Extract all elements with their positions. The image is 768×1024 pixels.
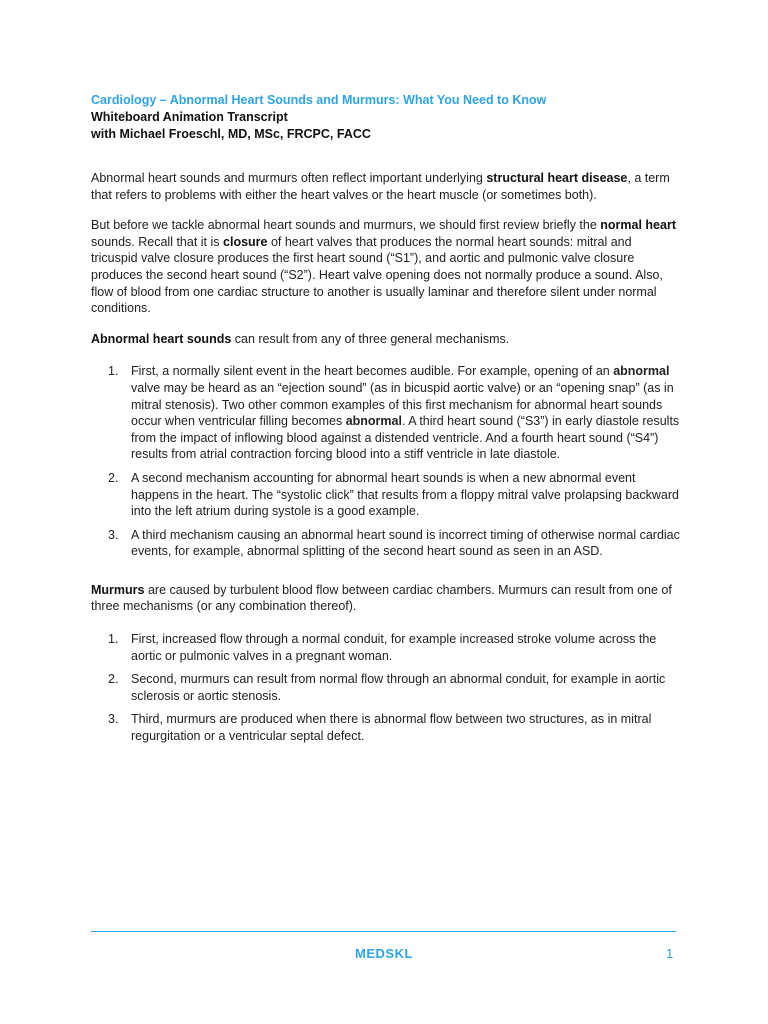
document-author: with Michael Froeschl, MD, MSc, FRCPC, FACC xyxy=(91,127,371,141)
paragraph-normal-sounds: But before we tackle abnormal heart sounds and murmurs, we should first review briefly the normal heart sounds. Recall that it is closure of heart valves that produces the normal heart sounds: mitral and tricuspid valve closure produces the first heart sound (“S1”), and aortic and pulmonic valve closure produces the second heart sound (“S2”). Heart valve opening does not normally produce a sound. Also, flow of blood from one cardiac structure to another is usually laminar and therefore silent under normal conditions. xyxy=(91,218,676,316)
abnormal-sounds-list xyxy=(91,363,681,560)
page-number: 1 xyxy=(666,946,674,961)
murmurs-list xyxy=(91,631,681,745)
document-page xyxy=(91,92,681,752)
document-subtitle: Whiteboard Animation Transcript xyxy=(91,110,288,124)
paragraph-abnormal-sounds: Abnormal heart sounds can result from any of three general mechanisms. xyxy=(91,331,510,346)
list-item: 2. A second mechanism accounting for abnormal heart sounds is when a new abnormal event happens in the heart. The “systolic click” that results from a floppy mitral valve prolapsing backward into the left atrium during systole is a good example. xyxy=(108,470,679,519)
paragraph-murmurs: Murmurs are caused by turbulent blood flow between cardiac chambers. Murmurs can result from one of three mechanisms (or any combination thereof). xyxy=(91,582,672,614)
paragraph-intro: Abnormal heart sounds and murmurs often reflect important underlying structural heart disease, a term that refers to problems with either the heart valves or the heart muscle (or sometimes both). xyxy=(91,171,670,202)
footer-brand: MEDSKL xyxy=(355,946,413,961)
list-item: 2. Second, murmurs can result from normal flow through an abnormal conduit, for example in aortic sclerosis or aortic stenosis. xyxy=(108,672,666,703)
list-item: 3. Third, murmurs are produced when there is abnormal flow between two structures, as in mitral regurgitation or a ventricular septal defect. xyxy=(108,712,652,744)
document-title: Cardiology – Abnormal Heart Sounds and Murmurs: What You Need to Know xyxy=(91,93,547,107)
footer-divider xyxy=(91,931,676,932)
list-item: 3. A third mechanism causing an abnormal heart sound is incorrect timing of otherwise normal cardiac events, for example, abnormal splitting of the second heart sound as seen in an ASD. xyxy=(108,527,680,559)
list-item: 1. First, a normally silent event in the heart becomes audible. For example, opening of an abnormal valve may be heard as an “ejection sound” (as in bicuspid aortic valve) or an “opening snap” (as in mitral stenosis). Two other common examples of this first mechanism for abnormal heart sounds occur when ventricular filling becomes abnormal. A third heart sound (“S3”) in early diastole results from the impact of inflowing blood against a distended ventricle. And a fourth heart sound (“S4”) results from atrial contraction forcing blood into a stiff ventricle in late diastole. xyxy=(108,364,680,462)
list-item: 1. First, increased flow through a normal conduit, for example increased stroke volume across the aortic or pulmonic valves in a pregnant woman. xyxy=(108,632,657,663)
